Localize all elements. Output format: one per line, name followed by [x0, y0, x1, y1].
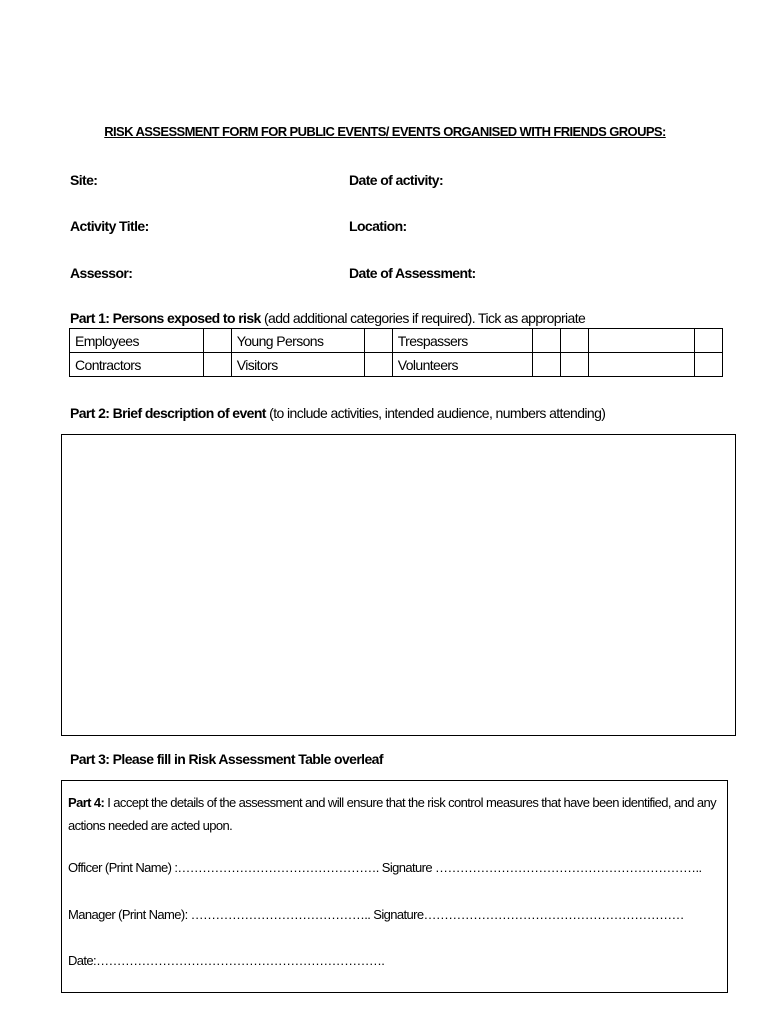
manager-signature-line[interactable]: Manager (Print Name): …………………………………….. Signature……………………………………………………… [68, 907, 684, 922]
part4-declaration-box [61, 780, 728, 993]
tick-cell-contractors[interactable] [203, 353, 231, 377]
table-cell-category: Trespassers [392, 329, 533, 353]
extra-category-cell[interactable] [589, 329, 695, 353]
extra-category-cell[interactable] [589, 353, 695, 377]
tick-cell-visitors[interactable] [364, 353, 392, 377]
tick-cell-young-persons[interactable] [364, 329, 392, 353]
tick-cell-extra[interactable] [561, 329, 589, 353]
part1-heading-bold: Part 1: Persons exposed to risk [70, 310, 261, 326]
table-cell-category: Young Persons [231, 329, 364, 353]
location-label: Location: [349, 218, 407, 234]
activity-title-label: Activity Title: [70, 218, 149, 234]
site-label: Site: [70, 172, 98, 188]
part2-heading-bold: Part 2: Brief description of event [70, 405, 266, 421]
date-line[interactable]: Date:……………………………………………………………. [68, 953, 385, 968]
part2-heading-rest: (to include activities, intended audience, numbers attending) [265, 405, 606, 421]
date-of-activity-label: Date of activity: [349, 172, 444, 188]
persons-exposed-table [69, 328, 723, 377]
part1-heading [70, 310, 585, 326]
part3-heading: Part 3: Please fill in Risk Assessment Table overleaf [70, 751, 383, 767]
officer-signature-line[interactable]: Officer (Print Name) :…………………………………………. Signature ……………………………………………………….. [68, 860, 702, 875]
part2-heading [70, 405, 605, 421]
tick-cell-extra[interactable] [561, 353, 589, 377]
table-row [70, 329, 723, 353]
tick-cell-extra[interactable] [694, 353, 722, 377]
tick-cell-volunteers[interactable] [533, 353, 561, 377]
part4-declaration-text [68, 791, 718, 837]
form-title: RISK ASSESSMENT FORM FOR PUBLIC EVENTS/ EVENTS ORGANISED WITH FRIENDS GROUPS: [104, 124, 666, 139]
event-description-box[interactable] [61, 434, 736, 736]
table-cell-category: Visitors [231, 353, 364, 377]
table-cell-category: Volunteers [392, 353, 533, 377]
part4-label: Part 4: [68, 795, 105, 810]
tick-cell-extra[interactable] [694, 329, 722, 353]
table-cell-category: Employees [70, 329, 204, 353]
assessor-label: Assessor: [70, 265, 133, 281]
part1-heading-rest: (add additional categories if required). Tick as appropriate [260, 310, 586, 326]
table-row [70, 353, 723, 377]
tick-cell-employees[interactable] [203, 329, 231, 353]
date-of-assessment-label: Date of Assessment: [349, 265, 476, 281]
tick-cell-trespassers[interactable] [533, 329, 561, 353]
part4-statement: I accept the details of the assessment and will ensure that the risk control measures that have been identified, and any actions needed are acted upon. [68, 795, 717, 833]
table-cell-category: Contractors [70, 353, 204, 377]
